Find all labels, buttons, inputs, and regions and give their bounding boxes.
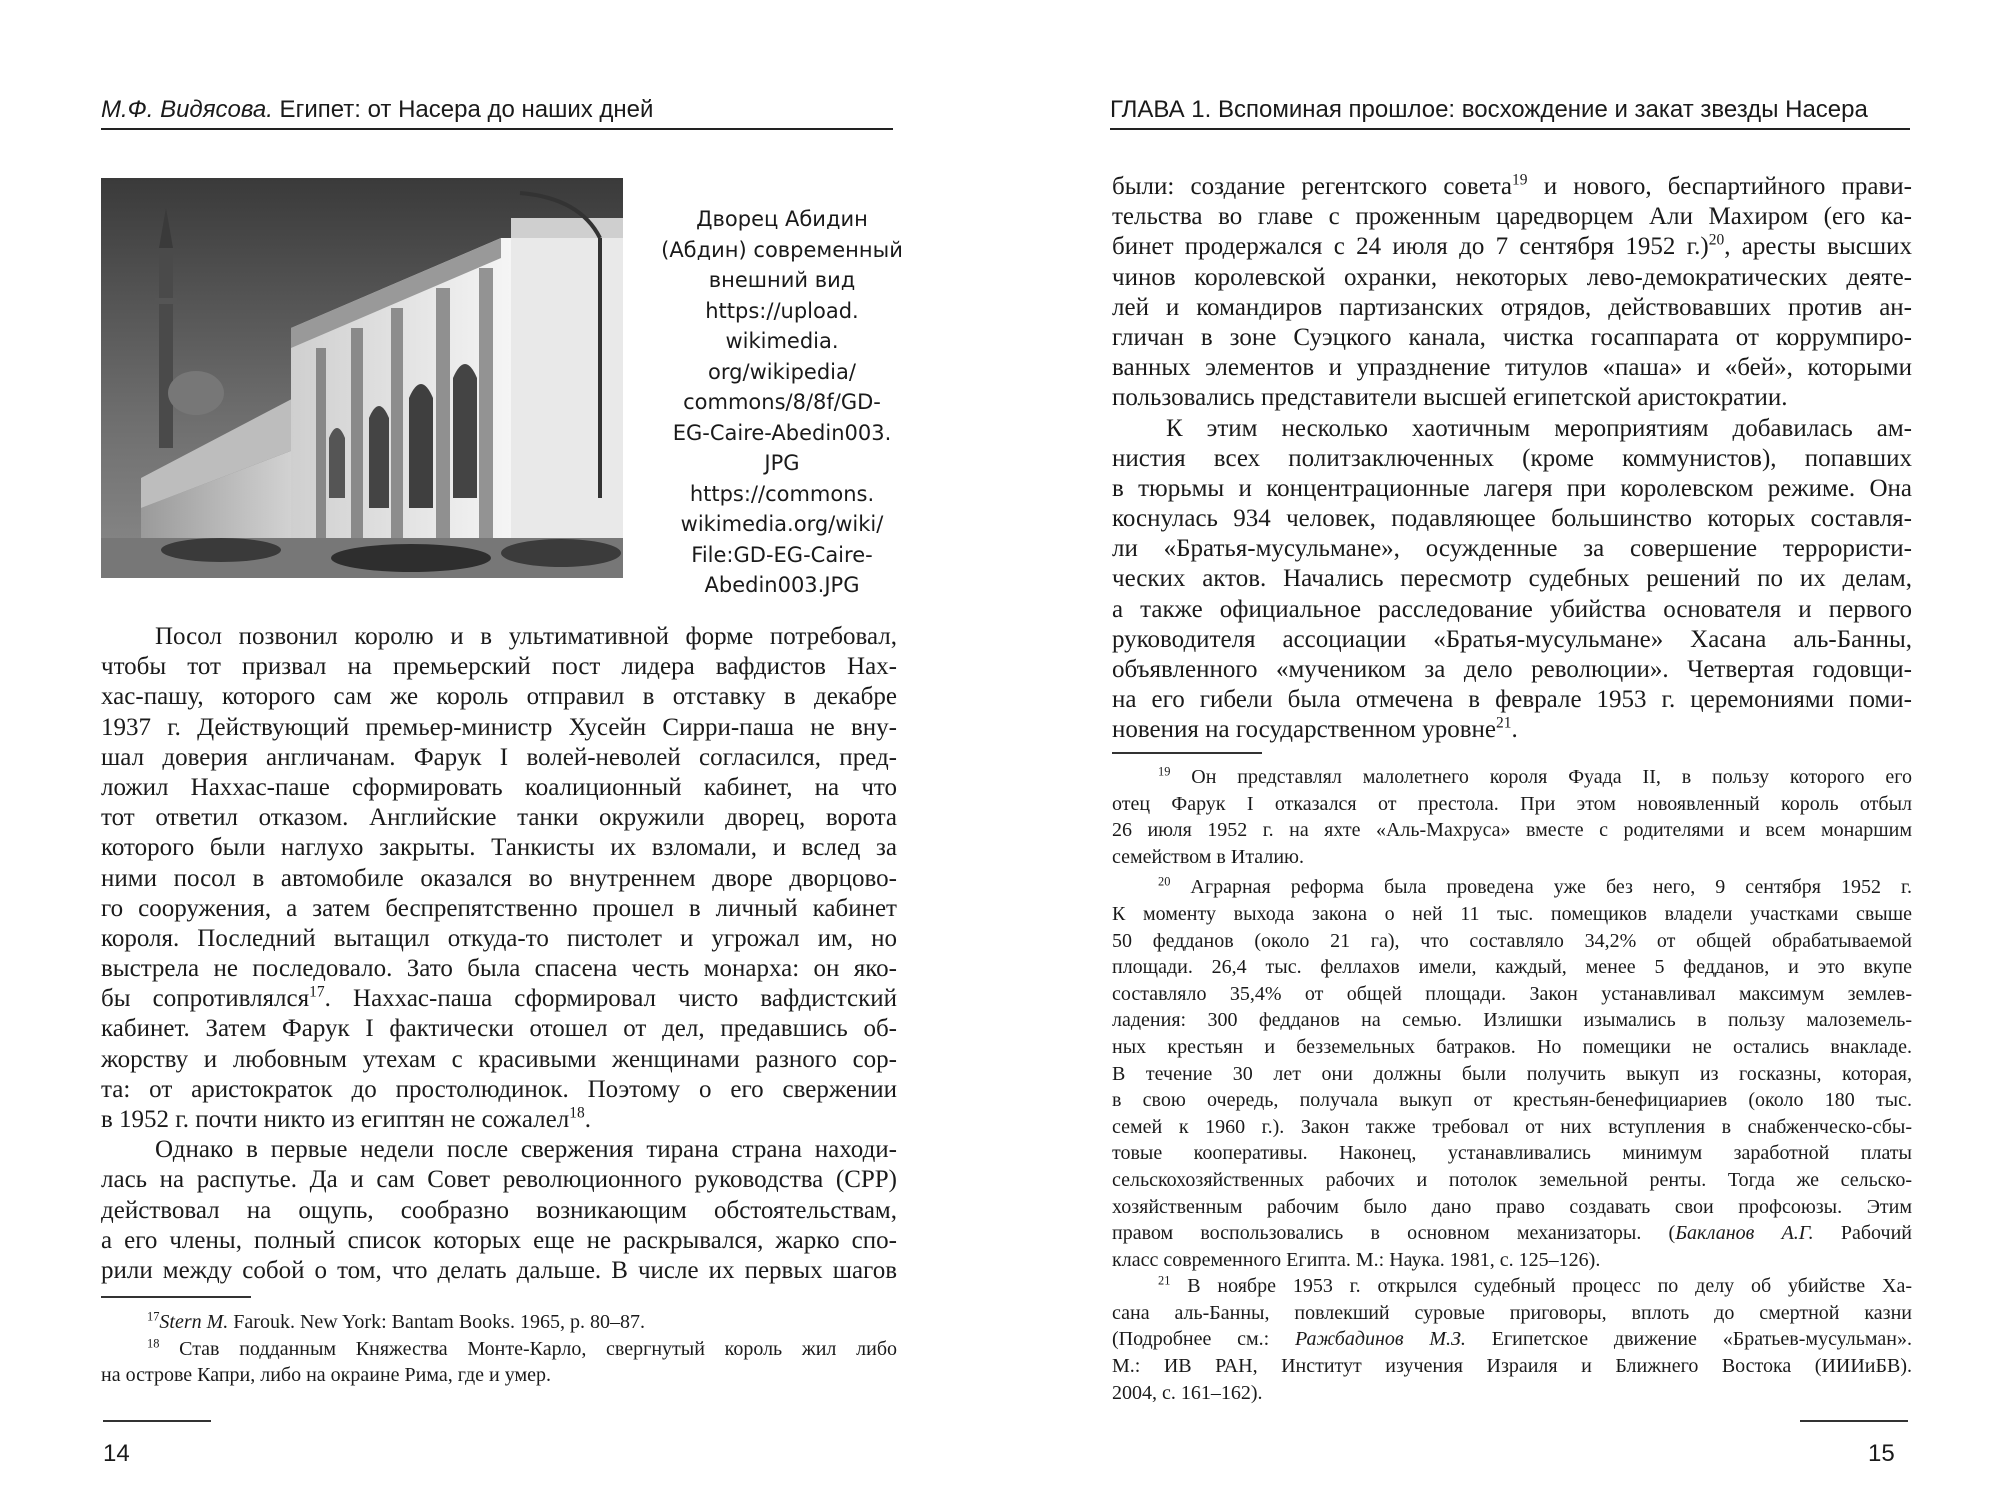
left-footnotes (101, 1309, 897, 1389)
caption-line: org/wikipedia/ (708, 359, 856, 384)
text-line: объявленного «мучеником за дело революции». Четвертая годовщи- (1112, 656, 1912, 683)
caption-line: https://upload. (705, 298, 859, 323)
footnote-text (1112, 1326, 1912, 1353)
footnote-ref-21[interactable]: 21 (1496, 715, 1512, 733)
running-head-right: ГЛАВА 1. Вспоминая прошлое: восхождение и закат звезды Насера (1110, 96, 1868, 123)
text-fragment: в 1952 г. почти никто из египтян не сожалел (101, 1106, 570, 1133)
text-line: коснулась 934 человек, подавляющее большинство которых составля- (1112, 505, 1912, 533)
text-line: чинов королевской охранки, некоторых лево-демократических деяте- (1112, 263, 1912, 291)
text-fragment: , аресты высших (1724, 233, 1912, 261)
footnote-ref-19[interactable]: 19 (1512, 171, 1528, 189)
footnote-text: 50 федданов (около 21 га), что составляло 34,2% от общей обрабатываемой (1112, 929, 1912, 952)
header-rule (101, 128, 893, 130)
right-body-text (1112, 172, 1912, 746)
footnote-ref-17[interactable]: 17 (309, 983, 325, 1001)
caption-line: внешний вид (708, 268, 856, 292)
text-line: в тюрьмы и концентрационные лагеря при королевском режиме. Она (1112, 474, 1912, 502)
text-fragment: и нового, беспартийного прави- (1527, 173, 1913, 200)
text-line (101, 1105, 897, 1135)
text-line: пользовались представители высшей египетской аристократии. (1112, 384, 1788, 412)
text-line: ними посол в автомобиле оказался во внутреннем дворе дворцово- (101, 864, 897, 892)
footnote-text: товые кооперативы. Наконец, устанавливались минимум заработной платы (1112, 1142, 1912, 1165)
text-line: лась на распутье. Да и сам Совет революционного руководства (СРР) (101, 1166, 897, 1194)
footnote-text: семей к 1960 г.). Закон также требовал от них вступления в снабженческо-сбы- (1112, 1115, 1912, 1138)
footnote-text: семейством в Италию. (1112, 845, 1304, 868)
text-line: шал доверия англичанам. Фарук I волей-неволей согласился, пред- (101, 743, 897, 771)
caption-line: wikimedia.org/wiki/ (680, 512, 884, 536)
footnote-text: сельскохозяйственных рабочих и потолок земельной ренты. Тогда же сельско- (1112, 1168, 1912, 1191)
text-line: выстрела не последовало. Зато была спасена честь монарха: он яко- (101, 955, 897, 983)
text-line: а его члены, полный список которых еще не раскрывался, жарко спо- (101, 1226, 897, 1254)
footnote-text: В течение 30 лет они должны были получить выкуп из госказны, которая, (1112, 1062, 1912, 1085)
footnote-author: Stern M. (159, 1311, 229, 1333)
text-line: лей и командиров партизанских отрядов, действовавших против ан- (1112, 293, 1912, 321)
text-line: рили между собой о том, что делать дальше. В числе их первых шагов (101, 1256, 897, 1284)
caption-line: JPG (764, 451, 800, 475)
footnote-ref-18[interactable]: 18 (569, 1104, 585, 1122)
footnote-text: площади. 26,4 тыс. феллахов имели, каждый, менее 5 федданов, и это вкупе (1112, 956, 1912, 979)
footnote-text (1112, 1220, 1912, 1247)
right-footnotes (1112, 764, 1912, 1406)
running-head-left (101, 96, 653, 124)
caption-line: Дворец Абидин (696, 207, 868, 231)
text-fragment: Египетское движение «Братьев-мусульман». (1465, 1328, 1912, 1351)
palace-photo-graphic (101, 178, 623, 578)
text-fragment: новения на государственном уровне (1112, 716, 1497, 744)
text-line: ли «Братья-мусульмане», осужденные за совершение террористи- (1112, 535, 1912, 563)
text-line: гличан в зоне Суэцкого канала, чистка госаппарата от коррумпиро- (1112, 323, 1912, 351)
footnote-text: сана аль-Банны, повлекший суровые приговоры, вплоть до смертной казни (1112, 1301, 1912, 1324)
text-fragment: . Наххас-паша сформировал чисто вафдистский (324, 985, 897, 1013)
right-page (1000, 0, 2000, 1512)
text-line: жорству и любовным утехам с красивыми женщинами разного сор- (101, 1045, 897, 1073)
caption-line: File:GD-EG-Caire- (691, 542, 873, 567)
page-number-rule (103, 1420, 211, 1422)
footnote-21 (1112, 1273, 1912, 1300)
footnote-20 (1112, 874, 1912, 901)
footnote-text: класс современного Египта. М.: Наука. 1981, с. 125–126). (1112, 1248, 1601, 1271)
caption-line: https://commons. (689, 481, 875, 506)
caption-line: wikimedia. (725, 329, 839, 353)
header-rule (1110, 128, 1910, 130)
footnote-text: 2004, с. 161–162). (1112, 1381, 1263, 1404)
footnote-text: К моменту выхода закона о ней 11 тыс. помещиков владели участками свыше (1112, 902, 1912, 925)
text-line (101, 984, 897, 1014)
footnote-number: 17 (147, 1309, 160, 1324)
text-line (1112, 715, 1912, 745)
footnote-text: ладения: 300 федданов на семью. Излишки изымались в пользу малоземель- (1112, 1009, 1912, 1032)
header-book-title: Египет: от Насера до наших дней (272, 96, 654, 123)
text-fragment: бинет продержался с 24 июля до 7 сентября 1952 г.) (1112, 233, 1709, 261)
footnote-text: М.: ИВ РАН, Институт изучения Израиля и Ближнего Востока (ИИИиБВ). (1112, 1355, 1912, 1378)
text-line: руководителя ассоциации «Братья-мусульмане» Хасана аль-Банны, (1112, 625, 1912, 653)
footnote-ref-20[interactable]: 20 (1708, 232, 1725, 250)
text-line: 1937 г. Действующий премьер-министр Хусейн Сирри-паша не вну- (101, 713, 897, 741)
footnote-rule (101, 1296, 251, 1298)
footnote-text: на острове Капри, либо на окраине Рима, где и умер. (101, 1364, 552, 1387)
photo-caption (654, 204, 910, 601)
text-fragment: бы сопротивлялся (101, 985, 310, 1013)
footnote-text: В ноябре 1953 г. открылся судебный процесс по делу об убийстве Ха- (1170, 1275, 1912, 1298)
text-line: К этим несколько хаотичным мероприятиям добавилась ам- (1166, 414, 1912, 442)
footnote-number: 19 (1158, 764, 1171, 779)
footnote-text: в свою очередь, получала выкуп от крестьян-бенефициариев (около 180 тыс. (1112, 1089, 1912, 1112)
footnote-18 (101, 1336, 897, 1363)
caption-line: (Абдин) современный (661, 237, 903, 262)
caption-line: commons/8/8f/GD- (683, 390, 881, 414)
text-fragment: Рабочий (1813, 1222, 1913, 1245)
footnote-text: отец Фарук I отказался от престола. При этом новоявленный король отбыл (1112, 792, 1912, 815)
page-number-rule (1800, 1420, 1908, 1422)
text-fragment: . (1511, 716, 1518, 744)
text-line: действовал на ощупь, сообразно возникающим обстоятельствам, (101, 1196, 897, 1224)
header-author: М.Ф. Видясова. (101, 96, 273, 123)
text-line: хас-пашу, которого сам же король отправил в отставку в декабре (101, 683, 897, 711)
text-line: Посол позвонил королю и в ультимативной форме потребовал, (155, 623, 897, 650)
text-line: тельства во главе с проженным царедворцем Али Махиром (его ка- (1112, 203, 1912, 231)
text-line: которого были наглухо закрыты. Танкисты их взломали, и вслед за (101, 834, 897, 862)
text-line: ложил Наххас-паше сформировать коалиционный кабинет, на что (101, 773, 897, 801)
text-line: а также официальное расследование убийства основателя и первого (1112, 595, 1912, 623)
page-number: 14 (103, 1440, 130, 1467)
footnote-number: 18 (147, 1335, 160, 1350)
footnote-17 (101, 1309, 897, 1336)
text-line: та: от аристократок до простолюдинок. Поэтому о его свержении (101, 1075, 897, 1103)
footnote-text: ных крестьян и безземельных батраков. Но помещики не остались внакладе. (1112, 1035, 1912, 1058)
palace-photo (101, 178, 623, 578)
text-line (1112, 232, 1912, 262)
footnote-text: Аграрная реформа была проведена уже без него, 9 сентября 1952 г. (1170, 876, 1912, 899)
footnote-text: Став подданным Княжества Монте-Карло, свергнутый король жил либо (159, 1337, 897, 1360)
text-fragment: . (584, 1106, 591, 1133)
footnote-text: 26 июля 1952 г. на яхте «Аль-Махруса» вместе с родителями и всем монаршим (1112, 819, 1912, 842)
footnote-text: Он представлял малолетнего короля Фуада II, в пользу которого его (1170, 766, 1912, 788)
text-fragment: были: создание регентского совета (1112, 173, 1513, 200)
caption-line: EG-Caire-Abedin003. (672, 420, 892, 445)
footnote-text: составляло 35,4% от общей площади. Закон устанавливал максимум землев- (1112, 982, 1912, 1005)
text-line: короля. Последний вытащил откуда-то пистолет и угрожал им, но (101, 924, 897, 952)
footnote-author: Ражбадинов М.З. (1295, 1328, 1466, 1351)
caption-line: Abedin003.JPG (704, 573, 860, 597)
left-body-text (101, 622, 897, 1286)
footnote-author: Бакланов А.Г. (1675, 1222, 1814, 1245)
text-line: чтобы тот призвал на премьерский пост лидера вафдистов Нах- (101, 653, 897, 681)
text-line: тот ответил отказом. Английские танки окружили дворец, ворота (101, 804, 897, 832)
footnote-text: Farouk. New York: Bantam Books. 1965, p. 80–87. (228, 1311, 645, 1333)
page-number: 15 (1868, 1440, 1895, 1467)
footnote-19 (1112, 764, 1912, 791)
text-line: го сооружения, а затем беспрепятственно прошел в личный кабинет (101, 894, 897, 922)
footnote-number: 20 (1158, 874, 1171, 889)
text-fragment: правом воспользовались в основном механизаторы. ( (1112, 1222, 1676, 1245)
footnote-number: 21 (1158, 1273, 1171, 1288)
footnote-text: хозяйственным рабочим было дано право создавать свои профсоюзы. Этим (1112, 1195, 1912, 1218)
text-line: на его гибели была отмечена в феврале 1953 г. церемониями поми- (1112, 686, 1912, 714)
text-line: нистия всех политзаключенных (кроме коммунистов), попавших (1112, 444, 1912, 472)
text-fragment: (Подробнее см.: (1112, 1328, 1295, 1351)
footnote-rule (1112, 752, 1262, 754)
text-line (1112, 172, 1912, 202)
text-line: кабинет. Затем Фарук I фактически отошел от дел, предавшись об- (101, 1015, 897, 1043)
text-line: ческих актов. Начались пересмотр судебных решений по их делам, (1112, 565, 1912, 593)
text-line: ванных элементов и упразднение титулов «паша» и «бей», которыми (1112, 354, 1912, 382)
text-line: Однако в первые недели после свержения тирана страна находи- (155, 1136, 897, 1164)
